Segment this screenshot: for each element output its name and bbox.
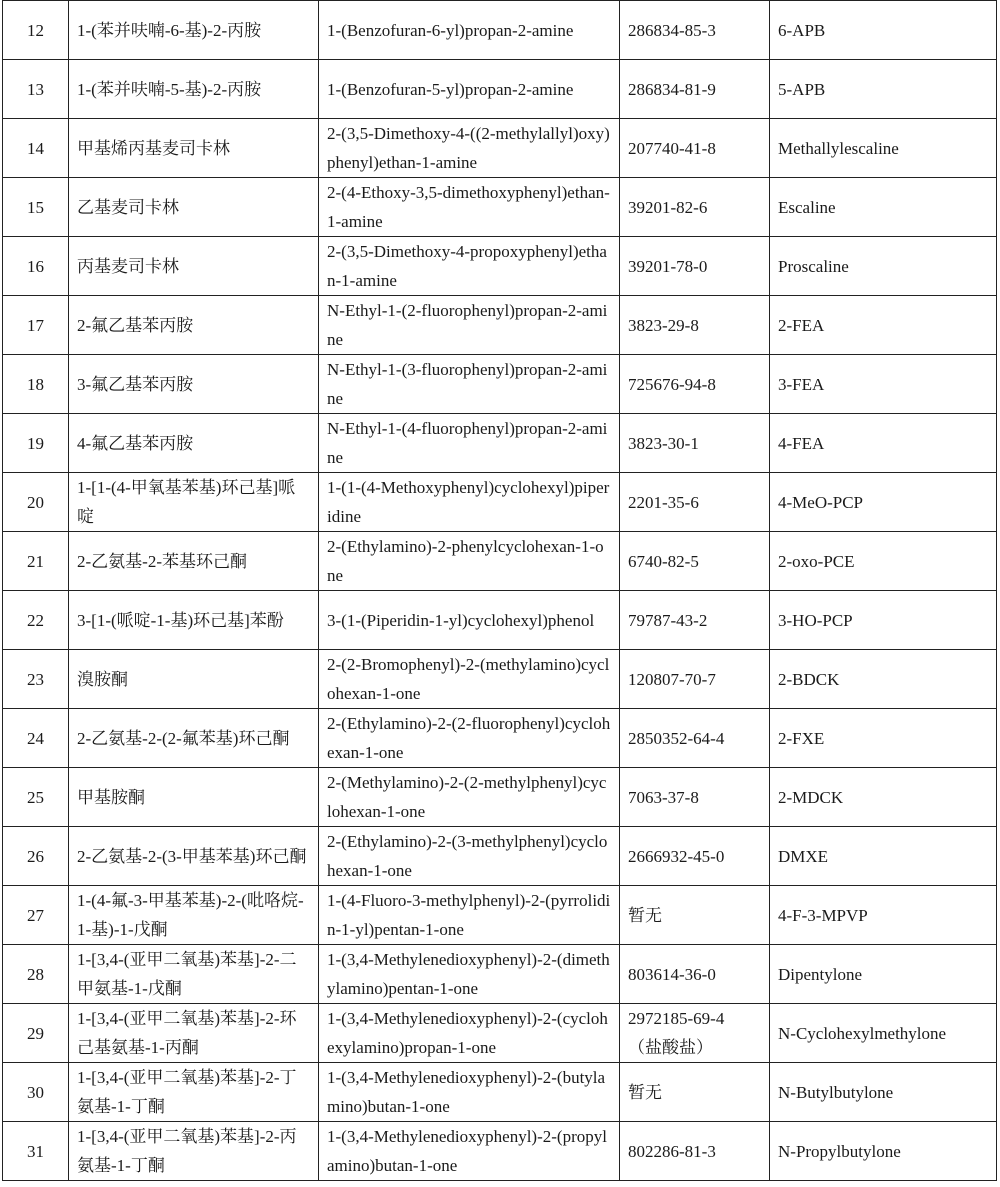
table-row — [3, 60, 997, 119]
english-name-text: 1-(3,4-Methylenedioxyphenyl)-2-(cyclohexylamino)propan-1-one — [327, 1009, 608, 1057]
row-number-text: 16 — [27, 256, 44, 276]
abbreviation-text: N-Cyclohexylmethylone — [778, 1023, 947, 1043]
abbreviation-text: N-Propylbutylone — [778, 1141, 901, 1161]
table-row — [3, 886, 997, 945]
abbreviation — [770, 1063, 997, 1122]
table-row — [3, 296, 997, 355]
english-name — [319, 1, 620, 60]
english-name — [319, 119, 620, 178]
cas-number-text: 207740-41-8 — [628, 138, 716, 158]
row-number — [3, 945, 69, 1004]
cas-number — [620, 473, 770, 532]
abbreviation — [770, 709, 997, 768]
abbreviation-text: 6-APB — [778, 20, 826, 40]
cas-number — [620, 945, 770, 1004]
english-name-text: 1-(4-Fluoro-3-methylphenyl)-2-(pyrrolidin-1-yl)pentan-1-one — [327, 891, 611, 939]
row-number-text: 15 — [27, 197, 44, 217]
abbreviation — [770, 237, 997, 296]
row-number — [3, 119, 69, 178]
chinese-name — [69, 119, 319, 178]
chinese-name-text: 1-[3,4-(亚甲二氧基)苯基]-2-丙氨基-1-丁酮 — [77, 1127, 297, 1175]
chinese-name — [69, 473, 319, 532]
table-row — [3, 414, 997, 473]
cas-number-text: 暂无 — [628, 1082, 662, 1102]
abbreviation-text: Dipentylone — [778, 964, 863, 984]
chinese-name-text: 乙基麦司卡林 — [77, 197, 179, 217]
table-row — [3, 119, 997, 178]
english-name-text: 2-(Ethylamino)-2-phenylcyclohexan-1-one — [327, 537, 604, 585]
abbreviation — [770, 119, 997, 178]
chinese-name-text: 2-乙氨基-2-(3-甲基苯基)环己酮 — [77, 846, 307, 866]
abbreviation-text: 3-HO-PCP — [778, 610, 853, 630]
row-number — [3, 532, 69, 591]
cas-number — [620, 1004, 770, 1063]
chinese-name-text: 丙基麦司卡林 — [77, 256, 179, 276]
cas-number — [620, 709, 770, 768]
abbreviation-text: 2-BDCK — [778, 669, 840, 689]
cas-number — [620, 591, 770, 650]
table-row — [3, 1004, 997, 1063]
english-name — [319, 827, 620, 886]
abbreviation-text: 2-FXE — [778, 728, 825, 748]
abbreviation — [770, 827, 997, 886]
cas-number-text: 2201-35-6 — [628, 492, 699, 512]
abbreviation-text: 2-MDCK — [778, 787, 844, 807]
cas-note-text: （盐酸盐） — [628, 1038, 713, 1057]
english-name — [319, 650, 620, 709]
table-row — [3, 591, 997, 650]
row-number — [3, 1063, 69, 1122]
cas-number-text: 286834-81-9 — [628, 79, 716, 99]
english-name — [319, 414, 620, 473]
row-number — [3, 650, 69, 709]
cas-number-text: 39201-78-0 — [628, 256, 708, 276]
row-number-text: 23 — [27, 669, 44, 689]
cas-number — [620, 1122, 770, 1181]
english-name — [319, 1122, 620, 1181]
english-name-text: 2-(3,5-Dimethoxy-4-propoxyphenyl)ethan-1-amine — [327, 242, 607, 290]
table-row — [3, 650, 997, 709]
cas-number-text: 120807-70-7 — [628, 669, 716, 689]
english-name — [319, 1004, 620, 1063]
english-name-text: 1-(Benzofuran-5-yl)propan-2-amine — [327, 79, 574, 99]
chinese-name — [69, 827, 319, 886]
abbreviation-text: 5-APB — [778, 79, 826, 99]
abbreviation-text: 2-FEA — [778, 315, 825, 335]
row-number-text: 28 — [27, 964, 44, 984]
row-number-text: 20 — [27, 492, 44, 512]
english-name — [319, 1063, 620, 1122]
abbreviation — [770, 591, 997, 650]
abbreviation — [770, 650, 997, 709]
table-row — [3, 945, 997, 1004]
table-row — [3, 532, 997, 591]
row-number-text: 12 — [27, 20, 44, 40]
cas-number-text: 286834-85-3 — [628, 20, 716, 40]
cas-number — [620, 178, 770, 237]
english-name — [319, 296, 620, 355]
cas-number-text: 803614-36-0 — [628, 964, 716, 984]
table-row — [3, 237, 997, 296]
row-number — [3, 1004, 69, 1063]
abbreviation — [770, 532, 997, 591]
english-name — [319, 532, 620, 591]
abbreviation-text: N-Butylbutylone — [778, 1082, 894, 1102]
row-number-text: 26 — [27, 846, 44, 866]
abbreviation — [770, 1122, 997, 1181]
cas-number-text: 3823-29-8 — [628, 315, 699, 335]
table-row — [3, 1063, 997, 1122]
english-name-text: 2-(4-Ethoxy-3,5-dimethoxyphenyl)ethan-1-amine — [327, 183, 610, 231]
abbreviation — [770, 768, 997, 827]
abbreviation — [770, 60, 997, 119]
table-row — [3, 709, 997, 768]
chinese-name — [69, 532, 319, 591]
row-number — [3, 1, 69, 60]
substance-table — [2, 0, 997, 1181]
abbreviation-text: DMXE — [778, 846, 829, 866]
cas-number-text: 2972185-69-4 — [628, 1009, 725, 1028]
abbreviation-text: 4-MeO-PCP — [778, 492, 864, 512]
chinese-name-text: 1-[3,4-(亚甲二氧基)苯基]-2-环己基氨基-1-丙酮 — [77, 1009, 297, 1057]
english-name — [319, 709, 620, 768]
cas-number-text: 暂无 — [628, 905, 662, 925]
abbreviation — [770, 473, 997, 532]
english-name-text: 1-(1-(4-Methoxyphenyl)cyclohexyl)piperidine — [327, 478, 610, 526]
cas-number — [620, 827, 770, 886]
row-number-text: 18 — [27, 374, 44, 394]
chinese-name-text: 3-氟乙基苯丙胺 — [77, 374, 194, 394]
abbreviation — [770, 178, 997, 237]
abbreviation — [770, 355, 997, 414]
chinese-name-text: 1-(4-氟-3-甲基苯基)-2-(吡咯烷-1-基)-1-戊酮 — [77, 891, 304, 939]
cas-number-text: 79787-43-2 — [628, 610, 708, 630]
english-name-text: 2-(Ethylamino)-2-(2-fluorophenyl)cyclohexan-1-one — [327, 714, 611, 762]
english-name-text: 2-(Methylamino)-2-(2-methylphenyl)cyclohexan-1-one — [327, 773, 607, 821]
english-name — [319, 945, 620, 1004]
english-name — [319, 237, 620, 296]
chinese-name-text: 甲基烯丙基麦司卡林 — [77, 138, 230, 158]
cas-number-text: 7063-37-8 — [628, 787, 699, 807]
cas-number — [620, 355, 770, 414]
table-row — [3, 827, 997, 886]
abbreviation — [770, 1004, 997, 1063]
row-number — [3, 296, 69, 355]
table-body — [3, 1, 997, 1181]
chinese-name-text: 2-乙氨基-2-(2-氟苯基)环己酮 — [77, 728, 290, 748]
row-number-text: 19 — [27, 433, 44, 453]
row-number-text: 25 — [27, 787, 44, 807]
chinese-name-text: 2-氟乙基苯丙胺 — [77, 315, 194, 335]
table-row — [3, 768, 997, 827]
chinese-name-text: 1-(苯并呋喃-6-基)-2-丙胺 — [77, 20, 262, 40]
english-name-text: 1-(Benzofuran-6-yl)propan-2-amine — [327, 20, 574, 40]
cas-number — [620, 296, 770, 355]
english-name — [319, 886, 620, 945]
abbreviation-text: 2-oxo-PCE — [778, 551, 855, 571]
table-row — [3, 178, 997, 237]
english-name-text: 1-(3,4-Methylenedioxyphenyl)-2-(propylamino)butan-1-one — [327, 1127, 607, 1175]
cas-number — [620, 886, 770, 945]
row-number — [3, 886, 69, 945]
row-number-text: 31 — [27, 1141, 44, 1161]
chinese-name — [69, 886, 319, 945]
cas-number-text: 2850352-64-4 — [628, 728, 725, 748]
chinese-name — [69, 296, 319, 355]
row-number — [3, 237, 69, 296]
cas-number — [620, 237, 770, 296]
row-number — [3, 355, 69, 414]
row-number — [3, 473, 69, 532]
table-row — [3, 355, 997, 414]
abbreviation — [770, 886, 997, 945]
chinese-name-text: 溴胺酮 — [77, 669, 128, 689]
cas-number — [620, 60, 770, 119]
row-number — [3, 709, 69, 768]
cas-number — [620, 768, 770, 827]
table-row — [3, 1122, 997, 1181]
chinese-name-text: 1-[3,4-(亚甲二氧基)苯基]-2-丁氨基-1-丁酮 — [77, 1068, 297, 1116]
cas-number — [620, 532, 770, 591]
row-number-text: 22 — [27, 610, 44, 630]
english-name-text: 3-(1-(Piperidin-1-yl)cyclohexyl)phenol — [327, 610, 595, 630]
chinese-name-text: 甲基胺酮 — [77, 787, 145, 807]
row-number-text: 14 — [27, 138, 44, 158]
chinese-name — [69, 1063, 319, 1122]
row-number — [3, 1122, 69, 1181]
cas-number — [620, 1063, 770, 1122]
chinese-name — [69, 768, 319, 827]
chinese-name-text: 1-(苯并呋喃-5-基)-2-丙胺 — [77, 79, 262, 99]
english-name — [319, 355, 620, 414]
chinese-name-text: 3-[1-(哌啶-1-基)环己基]苯酚 — [77, 610, 284, 630]
chinese-name-text: 1-[3,4-(亚甲二氧基)苯基]-2-二甲氨基-1-戊酮 — [77, 950, 297, 998]
english-name — [319, 473, 620, 532]
abbreviation — [770, 296, 997, 355]
cas-number-text: 725676-94-8 — [628, 374, 716, 394]
chinese-name-text: 4-氟乙基苯丙胺 — [77, 433, 194, 453]
row-number-text: 17 — [27, 315, 44, 335]
row-number — [3, 768, 69, 827]
cas-number — [620, 1, 770, 60]
english-name-text: 1-(3,4-Methylenedioxyphenyl)-2-(dimethylamino)pentan-1-one — [327, 950, 610, 998]
cas-number-text: 39201-82-6 — [628, 197, 708, 217]
chinese-name-text: 2-乙氨基-2-苯基环己酮 — [77, 551, 247, 571]
abbreviation — [770, 1, 997, 60]
english-name-text: N-Ethyl-1-(3-fluorophenyl)propan-2-amine — [327, 360, 608, 408]
abbreviation-text: 4-F-3-MPVP — [778, 905, 868, 925]
abbreviation-text: Methallylescaline — [778, 138, 899, 158]
chinese-name-text: 1-[1-(4-甲氧基苯基)环己基]哌啶 — [77, 478, 296, 526]
row-number-text: 30 — [27, 1082, 44, 1102]
row-number-text: 13 — [27, 79, 44, 99]
row-number — [3, 591, 69, 650]
row-number — [3, 827, 69, 886]
english-name-text: N-Ethyl-1-(4-fluorophenyl)propan-2-amine — [327, 419, 608, 467]
row-number — [3, 60, 69, 119]
chinese-name — [69, 650, 319, 709]
abbreviation-text: Escaline — [778, 197, 836, 217]
row-number — [3, 178, 69, 237]
chinese-name — [69, 355, 319, 414]
chinese-name — [69, 1004, 319, 1063]
english-name-text: 1-(3,4-Methylenedioxyphenyl)-2-(butylamino)butan-1-one — [327, 1068, 606, 1116]
english-name — [319, 60, 620, 119]
english-name — [319, 178, 620, 237]
abbreviation-text: 3-FEA — [778, 374, 825, 394]
abbreviation-text: 4-FEA — [778, 433, 825, 453]
row-number-text: 27 — [27, 905, 44, 925]
table-row — [3, 473, 997, 532]
cas-number — [620, 414, 770, 473]
row-number-text: 21 — [27, 551, 44, 571]
table-row — [3, 1, 997, 60]
abbreviation-text: Proscaline — [778, 256, 849, 276]
english-name-text: 2-(2-Bromophenyl)-2-(methylamino)cyclohexan-1-one — [327, 655, 610, 703]
cas-number-text: 802286-81-3 — [628, 1141, 716, 1161]
chinese-name — [69, 178, 319, 237]
cas-number — [620, 650, 770, 709]
chinese-name — [69, 1122, 319, 1181]
chinese-name — [69, 945, 319, 1004]
cas-number — [620, 119, 770, 178]
cas-number-text: 3823-30-1 — [628, 433, 699, 453]
chinese-name — [69, 414, 319, 473]
english-name — [319, 768, 620, 827]
cas-number-text: 2666932-45-0 — [628, 846, 725, 866]
chinese-name — [69, 1, 319, 60]
english-name-text: N-Ethyl-1-(2-fluorophenyl)propan-2-amine — [327, 301, 608, 349]
english-name-text: 2-(Ethylamino)-2-(3-methylphenyl)cyclohexan-1-one — [327, 832, 608, 880]
chinese-name — [69, 591, 319, 650]
english-name — [319, 591, 620, 650]
row-number-text: 24 — [27, 728, 44, 748]
chinese-name — [69, 60, 319, 119]
abbreviation — [770, 945, 997, 1004]
english-name-text: 2-(3,5-Dimethoxy-4-((2-methylallyl)oxy)phenyl)ethan-1-amine — [327, 124, 610, 172]
chinese-name — [69, 237, 319, 296]
abbreviation — [770, 414, 997, 473]
cas-number-text: 6740-82-5 — [628, 551, 699, 571]
chinese-name — [69, 709, 319, 768]
row-number — [3, 414, 69, 473]
row-number-text: 29 — [27, 1023, 44, 1043]
